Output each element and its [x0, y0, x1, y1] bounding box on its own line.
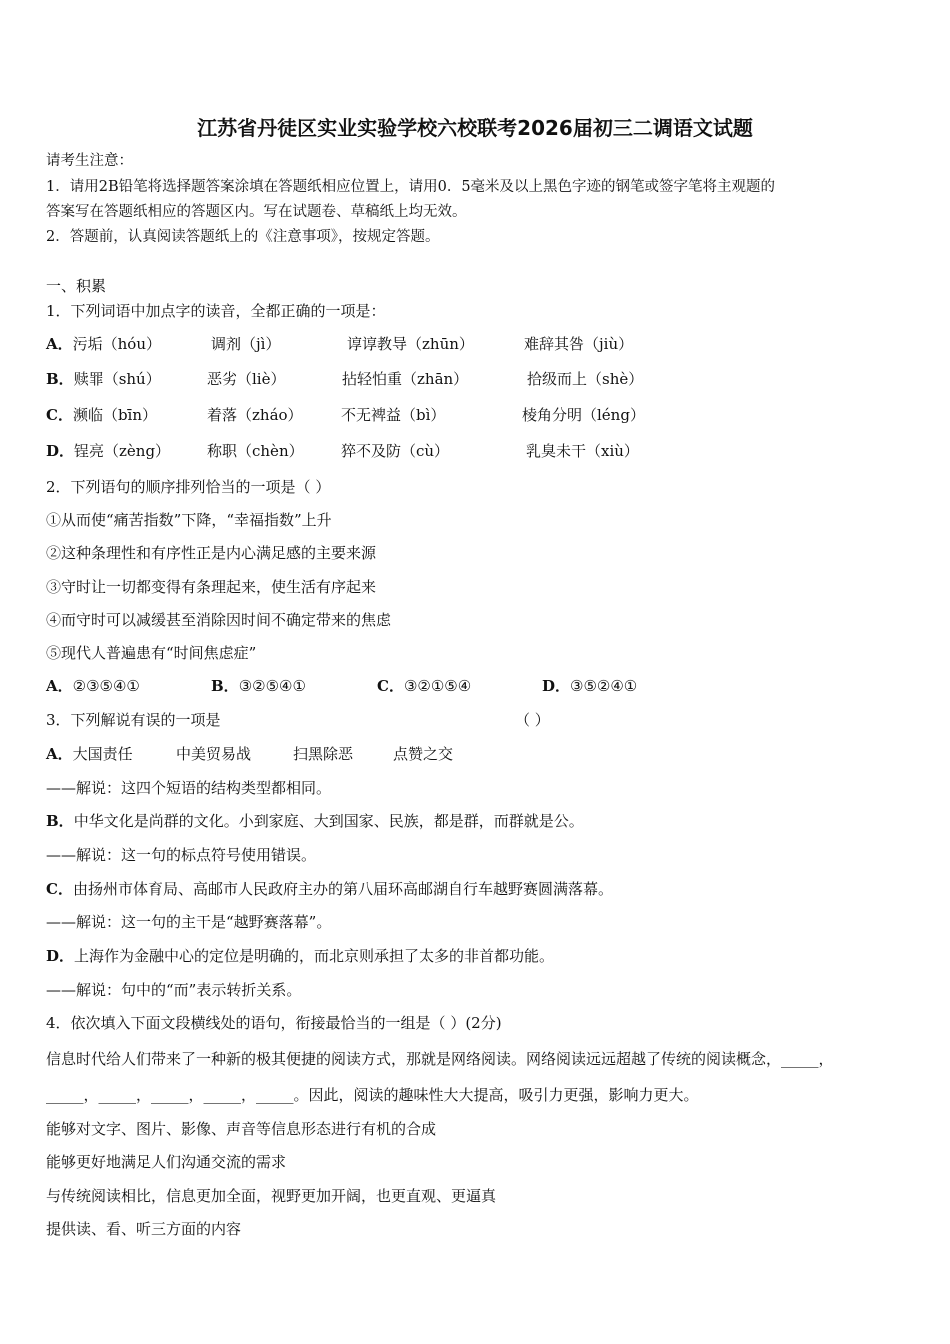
section-heading: 一、积累	[46, 277, 107, 295]
option-label: A．	[46, 745, 73, 763]
q4-item: 提供读、看、听三方面的内容	[46, 1220, 242, 1238]
page-title: 江苏省丹徒区实业实验学校六校联考2026届初三二调语文试题	[197, 116, 753, 140]
option-label: C．	[46, 880, 73, 898]
option-text: ③②⑤④①	[238, 677, 306, 695]
option-item: 调剂（jì）	[211, 335, 281, 353]
option-text: 上海作为金融中心的定位是明确的，而北京则承担了太多的非首都功能。	[74, 947, 555, 965]
notice-line-2: 答案写在答题纸相应的答题区内。写在试题卷、草稿纸上均无效。	[46, 204, 467, 220]
option-text: ③②①⑤④	[403, 677, 472, 695]
option-item: 棱角分明（léng）	[522, 406, 645, 424]
option-item: 大国责任	[72, 745, 133, 763]
option-text: ③⑤②④①	[570, 677, 638, 695]
q2-sentence: ④而守时可以减缓甚至消除因时间不确定带来的焦虑	[46, 611, 392, 629]
q1-stem: 1．下列词语中加点字的读音，全都正确的一项是：	[46, 302, 386, 320]
option-item: 乳臭未干（xiù）	[526, 442, 639, 460]
q4-item: 与传统阅读相比，信息更加全面，视野更加开阔，也更直观、更逼真	[46, 1187, 497, 1205]
option-item: 恶劣（liè）	[207, 370, 286, 388]
option-label: B．	[46, 812, 74, 830]
q3-option-d	[46, 946, 554, 966]
option-label: A．	[46, 677, 73, 695]
q2-sentence: ③守时让一切都变得有条理起来，使生活有序起来	[46, 578, 377, 596]
option-label: D．	[46, 442, 75, 460]
q4-paragraph-line-2: _____，_____，_____，_____，_____。因此，阅读的趣味性大大提高，吸引力更强，影响力更大。	[46, 1086, 699, 1104]
q4-stem: 4．依次填入下面文段横线处的语句，衔接最恰当的一组是（ ）(2分)	[46, 1014, 502, 1032]
option-item: 不无裨益（bì）	[341, 406, 446, 424]
q3-stem: 3．下列解说有误的一项是	[46, 711, 221, 729]
option-item: 赎罪（shú）	[73, 370, 161, 388]
option-label: B．	[46, 370, 74, 388]
q2-sentence: ②这种条理性和有序性正是内心满足感的主要来源	[46, 544, 377, 562]
notice-heading: 请考生注意：	[46, 153, 133, 169]
option-item: 污垢（hóu）	[72, 335, 161, 353]
option-item: 谆谆教导（zhūn）	[347, 335, 474, 353]
option-label: D．	[542, 677, 571, 695]
option-item: 点赞之交	[393, 745, 454, 763]
q3-note-b: ——解说：这一句的标点符号使用错误。	[46, 846, 317, 864]
option-item: 中美贸易战	[176, 745, 252, 763]
option-item: 拈轻怕重（zhān）	[342, 370, 469, 388]
q2-stem: 2．下列语句的顺序排列恰当的一项是（ ）	[46, 478, 331, 496]
option-item: 着落（zháo）	[207, 406, 303, 424]
q4-item: 能够更好地满足人们沟通交流的需求	[46, 1153, 287, 1171]
q4-paragraph-line-1: 信息时代给人们带来了一种新的极其便捷的阅读方式，那就是网络阅读。网络阅读远远超越了传统的阅读概念，_____，	[46, 1050, 834, 1068]
q3-option-c	[46, 879, 613, 899]
option-label: A．	[46, 335, 73, 353]
option-item: 濒临（bīn）	[72, 406, 158, 424]
option-item: 称职（chèn）	[207, 442, 304, 460]
q4-item: 能够对文字、图片、影像、声音等信息形态进行有机的合成	[46, 1120, 437, 1138]
option-item: 难辞其咎（jiù）	[524, 335, 634, 353]
q3-option-b	[46, 811, 584, 831]
q3-note-c: ——解说：这一句的主干是“越野赛落幕”。	[46, 913, 332, 931]
notice-line-1: 1．请用2B铅笔将选择题答案涂填在答题纸相应位置上，请用0．5毫米及以上黑色字迹的钢笔或签字笔将主观题的	[46, 179, 776, 195]
option-item: 猝不及防（cù）	[341, 442, 450, 460]
q2-sentence: ⑤现代人普遍患有“时间焦虑症”	[46, 644, 257, 662]
notice-line-3: 2．答题前，认真阅读答题纸上的《注意事项》，按规定答题。	[46, 229, 440, 245]
option-text: 中华文化是尚群的文化。小到家庭、大到国家、民族，都是群，而群就是公。	[73, 812, 584, 830]
option-item: 锃亮（zèng）	[74, 442, 171, 460]
option-item: 拾级而上（shè）	[527, 370, 644, 388]
q3-note-d: ——解说：句中的“而”表示转折关系。	[46, 981, 302, 999]
option-item: 扫黑除恶	[293, 745, 354, 763]
option-text: ②③⑤④①	[72, 677, 140, 695]
option-text: 由扬州市体育局、高邮市人民政府主办的第八届环高邮湖自行车越野赛圆满落幕。	[72, 880, 613, 898]
q3-note-a: ——解说：这四个短语的结构类型都相同。	[46, 779, 332, 797]
option-label: D．	[46, 947, 75, 965]
option-label: C．	[377, 677, 404, 695]
q2-sentence: ①从而使“痛苦指数”下降，“幸福指数”上升	[46, 511, 332, 529]
option-label: C．	[46, 406, 73, 424]
option-label: B．	[211, 677, 239, 695]
q3-answer-paren: （ ）	[515, 711, 550, 729]
